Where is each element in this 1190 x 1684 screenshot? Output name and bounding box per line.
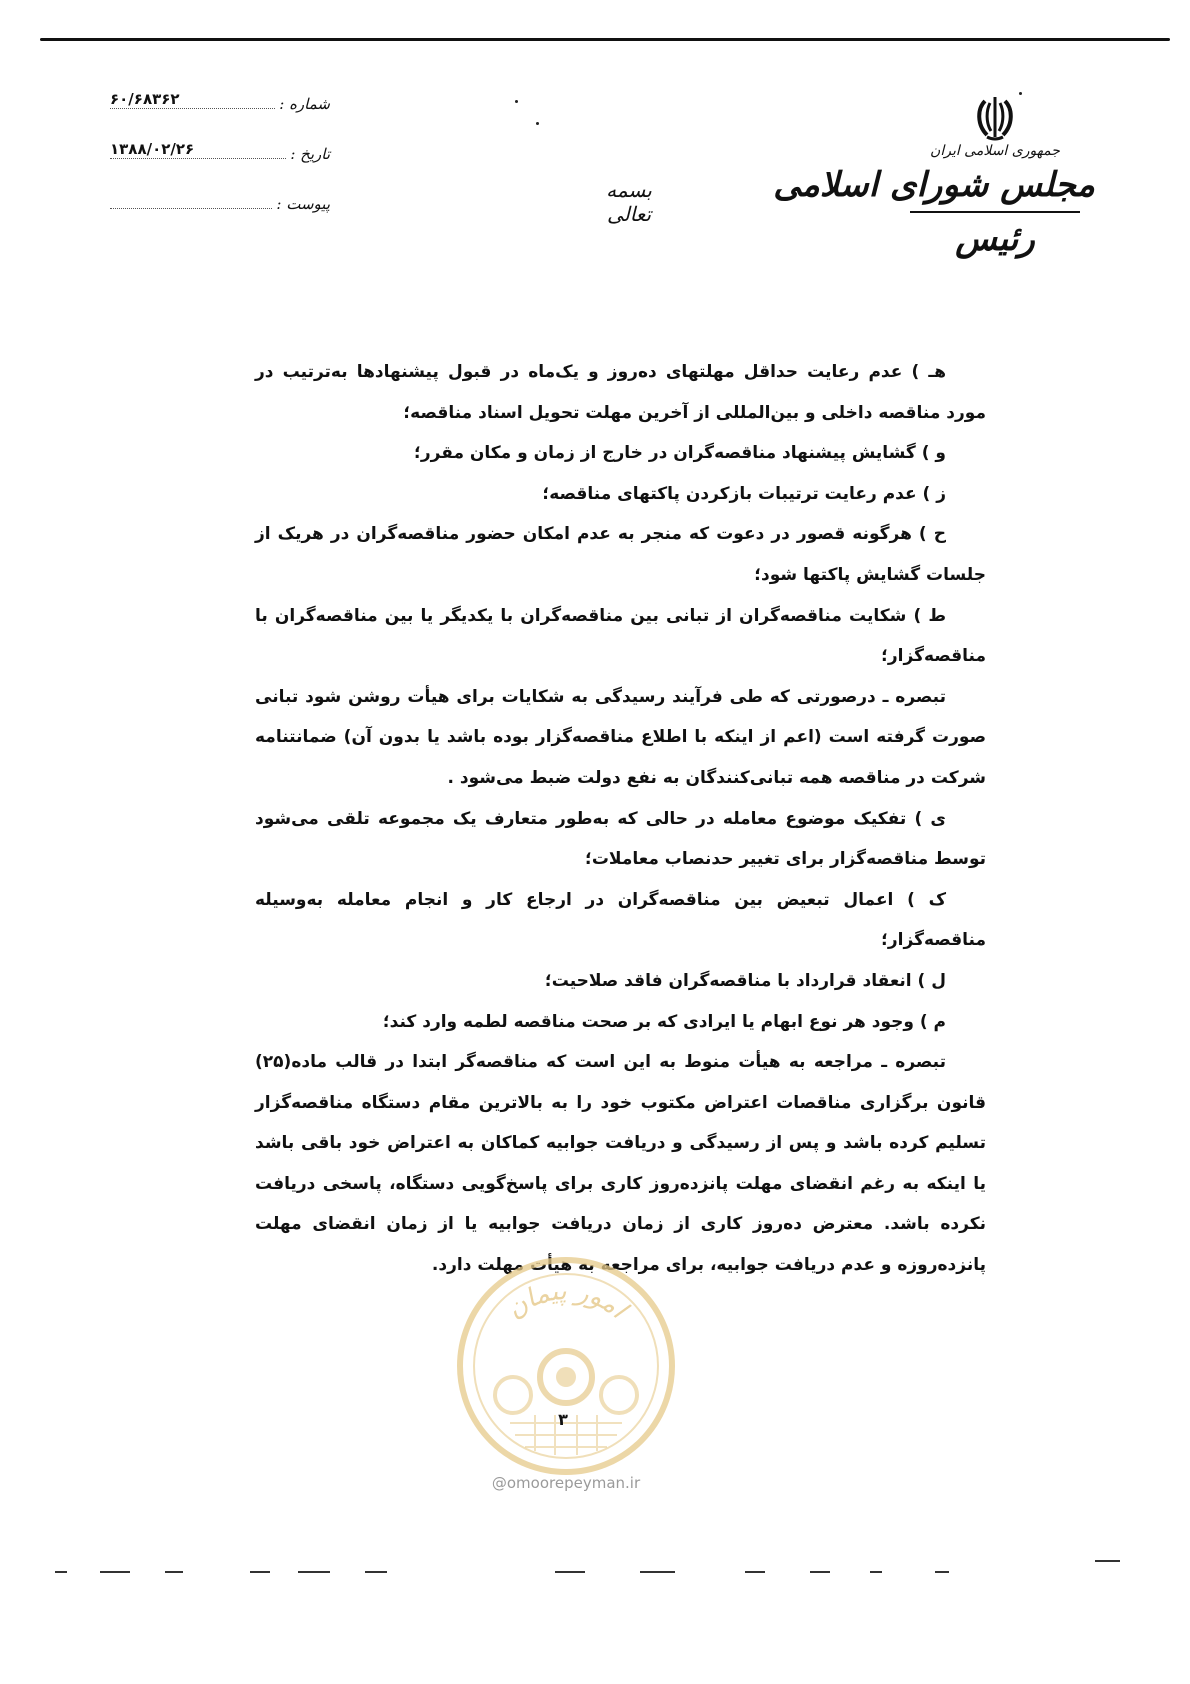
top-rule [40,38,1170,41]
attachment-dots [110,196,272,209]
number-dots [110,90,275,109]
scan-mark [165,1571,183,1573]
attachment-field [110,195,330,245]
attachment-label: پیوست : [276,195,330,213]
letter-fields [110,90,330,245]
scan-mark [935,1571,949,1573]
scan-mark [555,1571,585,1573]
clause-he-jimi: ح ) هرگونه قصور در دعوت که منجر به عدم امکان حضور مناقصه‌گران در هریک از جلسات گشایش پاکتها شود؛ [255,524,986,585]
date-dots [110,140,286,159]
watermark-handle: @omoorepeyman.ir [491,1474,641,1492]
letterhead-divider [910,211,1080,213]
clause-mim: م ) وجود هر نوع ابهام یا ایرادی که بر صحت مناقصه لطمه وارد کند؛ [382,1011,946,1032]
note-referral: تبصره ـ مراجعه به هیأت منوط به این است که مناقصه‌گر ابتدا در قالب ماده(۲۵) قانون برگزاری مناقصات اعتراض مکتوب خود را به بالاترین مقام دستگاه مناقصه‌گزار تسلیم کرده باشد و پس از رسیدگی و دریافت جوابیه کماکان به اعتراض خود باقی باشد یا اینکه به رغم انقضای مهلت پانزده‌روز کاری برای پاسخ‌گویی دستگاه، پاسخی دریافت نکرده باشد. معترض ده‌روز کاری از زمان دریافت جوابیه یا از زمان انقضای مهلت پانزده‌روزه و عدم دریافت جوابیه، برای مراجعه به هیأت مهلت دارد. [255,1052,986,1276]
number-field [110,90,330,145]
number-label: شماره : [279,95,330,113]
letterhead [773,95,1095,365]
clause-kaf: ک ) اعمال تبعیض بین مناقصه‌گران در ارجاع کار و انجام معامله به‌وسیله مناقصه‌گزار؛ [255,889,986,951]
clause-ta: ط ) شکایت مناقصه‌گران از تبانی بین مناقصه‌گران با یکدیگر یا بین مناقصه‌گران با مناقصه‌گزار؛ [255,605,986,667]
scan-mark [55,1571,67,1573]
clause-he: هـ ) عدم رعایت حداقل مهلتهای ده‌روز و یک‌ماه در قبول پیشنهادها به‌ترتیب در مورد مناقصه داخلی و بین‌المللی از آخرین مهلت تحویل اسناد مناقصه؛ [255,362,986,423]
country-name: جمهوری اسلامی ایران [930,143,1060,159]
scan-mark [870,1571,882,1573]
svg-text:امور پیمان [501,1276,634,1326]
page-number: ۳ [558,1410,568,1429]
scan-mark [365,1571,387,1573]
scan-mark [640,1571,675,1573]
invocation: بسمه تعالی [606,178,652,226]
date-field [110,140,330,195]
clause-vav: و ) گشایش پیشنهاد مناقصه‌گران در خارج از زمان و مکان مقرر؛ [414,443,946,464]
clause-ye: ی ) تفکیک موضوع معامله در حالی که به‌طور متعارف یک مجموعه تلقی می‌شود توسط مناقصه‌گزار برای تغییر حدنصاب معاملات؛ [255,808,986,870]
clause-lam: ل ) انعقاد قرارداد با مناقصه‌گران فاقد صلاحیت؛ [544,970,946,991]
scan-mark [1095,1560,1120,1562]
letter-body [255,352,986,1286]
scan-mark [298,1571,330,1573]
date-label: تاریخ : [290,145,330,163]
institution-name: مجلس شورای اسلامی [773,165,1095,205]
speck [515,100,518,103]
number-value: ۶۰/۶۸۳۶۲ [110,90,180,108]
watermark-arc-text: امور پیمان [500,1276,633,1325]
iran-emblem-icon [973,95,1017,141]
scan-mark [250,1571,270,1573]
office-title: رئیس [955,219,1035,259]
scan-mark [100,1571,130,1573]
note-collusion: تبصره ـ درصورتی که طی فرآیند رسیدگی به شکایات برای هیأت روشن شود تبانی صورت گرفته است (اعم از اینکه با اطلاع مناقصه‌گزار بوده باشد یا بدون آن) ضمانتنامه شرکت در مناقصه همه تبانی‌کنندگان به نفع دولت ضبط می‌شود . [255,686,986,788]
speck [536,122,539,125]
clause-ze: ز ) عدم رعایت ترتیبات بازکردن پاکتهای مناقصه؛ [542,483,946,504]
speck [1019,92,1022,95]
watermark-seal [455,1255,677,1477]
scan-mark [745,1571,765,1573]
scan-mark [810,1571,830,1573]
date-value: ۱۳۸۸/۰۲/۲۶ [110,140,195,158]
